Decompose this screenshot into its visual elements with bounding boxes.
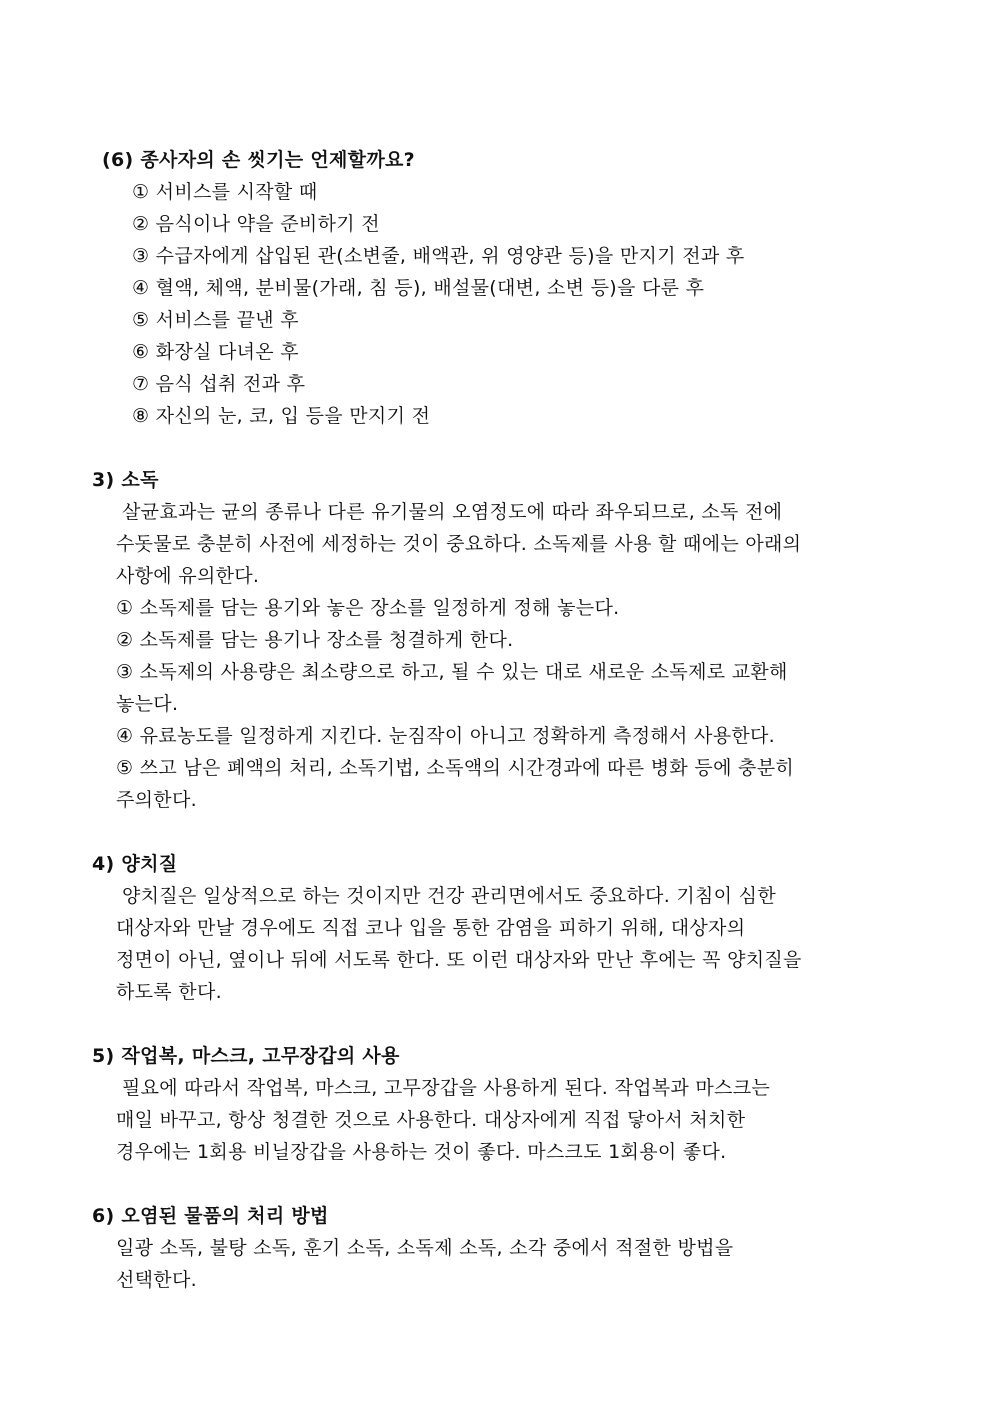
section4-paragraph-line: 대상자와 만날 경우에도 직접 코나 입을 통한 감염을 피하기 위해, 대상자의 (116, 917, 746, 939)
section5-heading: 5) 작업복, 마스크, 고무장갑의 사용 (92, 1045, 400, 1067)
section3-list-item: 주의한다. (116, 789, 197, 811)
section4-paragraph-line: 하도록 한다. (116, 981, 222, 1003)
section6-paragraph-line: 일광 소독, 불탕 소독, 훈기 소독, 소독제 소독, 소각 중에서 적절한 방법을 (116, 1237, 734, 1259)
handwash-item-6: ⑥ 화장실 다녀온 후 (132, 341, 299, 363)
section4-heading: 4) 양치질 (92, 853, 178, 875)
handwash-item-2: ② 음식이나 약을 준비하기 전 (132, 213, 380, 235)
section4-paragraph-line: 정면이 아닌, 옆이나 뒤에 서도록 한다. 또 이런 대상자와 만난 후에는 꼭 양치질을 (116, 949, 802, 971)
section3-list-item: ① 소독제를 담는 용기와 놓은 장소를 일정하게 정해 놓는다. (116, 597, 620, 619)
section3-list-item: ④ 유료농도를 일정하게 지킨다. 눈짐작이 아니고 정확하게 측정해서 사용한다. (116, 725, 776, 747)
section5-paragraph-line: 경우에는 1회용 비닐장갑을 사용하는 것이 좋다. 마스크도 1회용이 좋다. (116, 1141, 727, 1163)
section3-list-item: ② 소독제를 담는 용기나 장소를 청결하게 한다. (116, 629, 514, 651)
handwash-item-3: ③ 수급자에게 삽입된 관(소변줄, 배액관, 위 영양관 등)을 만지기 전과 후 (132, 245, 745, 267)
handwash-heading: (6) 종사자의 손 씻기는 언제할까요? (102, 149, 415, 171)
handwash-item-4: ④ 혈액, 체액, 분비물(가래, 침 등), 배설물(대변, 소변 등)을 다룬 후 (132, 277, 705, 299)
section3-paragraph-line: 사항에 유의한다. (116, 565, 260, 587)
section5-paragraph-line: 필요에 따라서 작업복, 마스크, 고무장갑을 사용하게 된다. 작업복과 마스크는 (122, 1077, 771, 1099)
handwash-item-1: ① 서비스를 시작할 때 (132, 181, 318, 203)
section4-paragraph-line: 양치질은 일상적으로 하는 것이지만 건강 관리면에서도 중요하다. 기침이 심한 (122, 885, 776, 907)
section5-paragraph-line: 매일 바꾸고, 항상 청결한 것으로 사용한다. 대상자에게 직접 닿아서 처치한 (116, 1109, 746, 1131)
section3-list-item: 놓는다. (116, 693, 179, 715)
section3-list-item: ⑤ 쓰고 남은 폐액의 처리, 소독기법, 소독액의 시간경과에 따른 병화 등에 충분히 (116, 757, 795, 779)
handwash-item-5: ⑤ 서비스를 끝낸 후 (132, 309, 299, 331)
section3-heading: 3) 소독 (92, 469, 159, 491)
section6-paragraph-line: 선택한다. (116, 1269, 197, 1291)
handwash-item-8: ⑧ 자신의 눈, 코, 입 등을 만지기 전 (132, 405, 431, 427)
section3-paragraph-line: 살균효과는 균의 종류나 다른 유기물의 오염정도에 따라 좌우되므로, 소독 전에 (122, 501, 783, 523)
handwash-item-7: ⑦ 음식 섭취 전과 후 (132, 373, 306, 395)
section6-heading: 6) 오염된 물품의 처리 방법 (92, 1205, 329, 1227)
section3-list-item: ③ 소독제의 사용량은 최소량으로 하고, 될 수 있는 대로 새로운 소독제로 교환해 (116, 661, 788, 683)
section3-paragraph-line: 수돗물로 충분히 사전에 세정하는 것이 중요하다. 소독제를 사용 할 때에는 아래의 (116, 533, 802, 555)
